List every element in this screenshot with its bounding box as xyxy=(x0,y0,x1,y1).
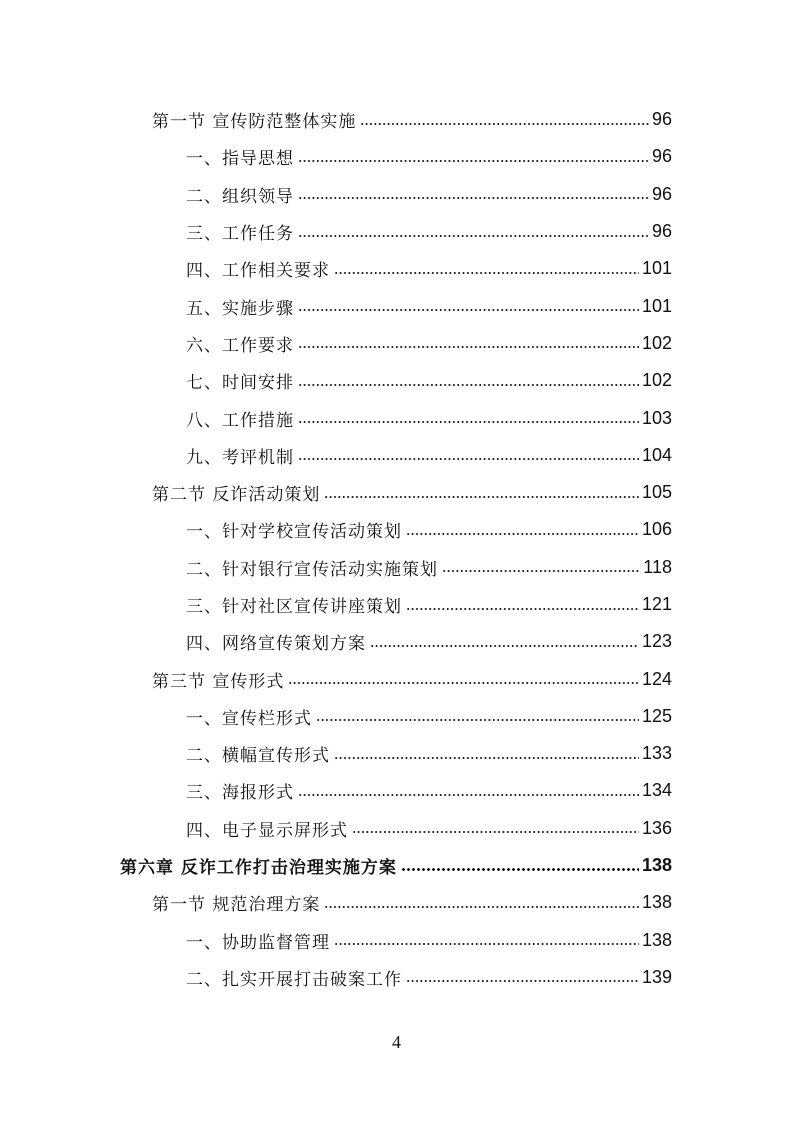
toc-entry-item[interactable] xyxy=(186,735,672,772)
dot-leader xyxy=(298,309,639,311)
toc-entry-title: 五、实施步骤 xyxy=(186,298,294,319)
toc-entry-item[interactable] xyxy=(186,362,672,399)
toc-entry-page: 134 xyxy=(641,780,672,801)
toc-entry-page: 105 xyxy=(641,482,672,503)
toc-entry-item[interactable] xyxy=(186,437,672,474)
toc-entry-item[interactable] xyxy=(186,623,672,660)
toc-entry-page: 136 xyxy=(641,817,672,838)
dot-leader xyxy=(406,608,639,610)
toc-entry-title: 第一节 宣传防范整体实施 xyxy=(152,112,357,133)
toc-entry-page: 133 xyxy=(641,743,672,764)
toc-entry-page: 96 xyxy=(651,109,672,130)
toc-entry-item[interactable] xyxy=(186,250,672,287)
dot-leader xyxy=(352,831,639,833)
dot-leader xyxy=(334,943,639,945)
table-of-contents xyxy=(0,101,793,996)
toc-entry-item[interactable] xyxy=(186,138,672,175)
toc-entry-page: 102 xyxy=(641,332,672,353)
toc-entry-title: 七、时间安排 xyxy=(186,373,294,394)
toc-entry-title: 第六章 反诈工作打击治理实施方案 xyxy=(120,858,397,879)
dot-leader xyxy=(360,123,649,125)
toc-entry-page: 96 xyxy=(651,146,672,167)
dot-leader xyxy=(298,160,649,162)
dot-leader xyxy=(401,868,639,871)
dot-leader xyxy=(334,272,639,274)
toc-entry-title: 二、扎实开展打击破案工作 xyxy=(186,969,402,990)
toc-entry-page: 139 xyxy=(641,966,672,987)
toc-entry-item[interactable] xyxy=(186,922,672,959)
dot-leader xyxy=(442,570,640,572)
toc-entry-item[interactable] xyxy=(186,176,672,213)
page-number: 4 xyxy=(392,1032,401,1052)
toc-entry-page: 121 xyxy=(641,594,672,614)
toc-entry-page: 138 xyxy=(641,892,672,913)
dot-leader xyxy=(298,794,639,796)
toc-entry-title: 四、电子显示屏形式 xyxy=(186,820,348,841)
toc-entry-item[interactable] xyxy=(186,586,672,623)
toc-entry-item[interactable] xyxy=(186,549,672,586)
toc-entry-item[interactable] xyxy=(186,399,672,436)
dot-leader xyxy=(324,906,639,908)
toc-entry-title: 一、针对学校宣传活动策划 xyxy=(186,522,402,543)
toc-entry-title: 三、工作任务 xyxy=(186,224,294,245)
toc-entry-page: 138 xyxy=(641,929,672,950)
dot-leader xyxy=(298,421,639,423)
toc-entry-title: 一、宣传栏形式 xyxy=(186,708,312,729)
toc-entry-page: 101 xyxy=(641,295,672,316)
toc-entry-section[interactable] xyxy=(152,474,672,511)
dot-leader xyxy=(316,719,639,721)
toc-entry-item[interactable] xyxy=(186,287,672,324)
toc-entry-page: 96 xyxy=(651,221,672,242)
toc-entry-page: 118 xyxy=(643,556,672,577)
toc-entry-title: 八、工作措施 xyxy=(186,410,294,431)
toc-entry-title: 二、针对银行宣传活动实施策划 xyxy=(186,559,438,580)
dot-leader xyxy=(298,235,649,237)
toc-entry-title: 三、海报形式 xyxy=(186,783,294,804)
toc-entry-page: 102 xyxy=(641,370,672,391)
dot-leader xyxy=(298,458,639,460)
dot-leader xyxy=(298,197,649,199)
dot-leader xyxy=(334,757,639,759)
toc-entry-title: 九、考评机制 xyxy=(186,447,294,468)
toc-entry-section[interactable] xyxy=(152,660,672,697)
toc-entry-title: 四、网络宣传策划方案 xyxy=(186,634,366,655)
toc-entry-page: 106 xyxy=(641,519,672,540)
toc-entry-item[interactable] xyxy=(186,772,672,809)
toc-entry-title: 第二节 反诈活动策划 xyxy=(152,485,321,506)
toc-entry-chapter[interactable] xyxy=(120,847,672,884)
toc-entry-page: 104 xyxy=(641,444,672,465)
dot-leader xyxy=(288,682,639,684)
dot-leader xyxy=(298,346,639,348)
toc-entry-page: 138 xyxy=(641,855,672,876)
toc-entry-title: 二、组织领导 xyxy=(186,186,294,207)
toc-entry-title: 一、协助监督管理 xyxy=(186,932,330,953)
toc-entry-page: 125 xyxy=(641,705,672,726)
dot-leader xyxy=(370,645,639,647)
toc-entry-section[interactable] xyxy=(152,884,672,921)
toc-entry-title: 二、横幅宣传形式 xyxy=(186,746,330,767)
dot-leader xyxy=(406,980,639,982)
toc-entry-title: 一、指导思想 xyxy=(186,149,294,170)
toc-entry-title: 第三节 宣传形式 xyxy=(152,671,285,692)
toc-entry-page: 101 xyxy=(641,258,672,279)
toc-entry-item[interactable] xyxy=(186,959,672,996)
dot-leader xyxy=(324,496,639,498)
toc-entry-page: 123 xyxy=(641,631,672,652)
toc-entry-title: 六、工作要求 xyxy=(186,335,294,356)
toc-entry-title: 第一节 规范治理方案 xyxy=(152,895,321,916)
toc-entry-section[interactable] xyxy=(152,101,672,138)
toc-entry-item[interactable] xyxy=(186,810,672,847)
dot-leader xyxy=(298,384,639,386)
toc-entry-page: 124 xyxy=(641,668,672,689)
toc-entry-item[interactable] xyxy=(186,213,672,250)
toc-entry-page: 103 xyxy=(641,407,672,428)
toc-entry-item[interactable] xyxy=(186,325,672,362)
toc-entry-title: 四、工作相关要求 xyxy=(186,261,330,282)
dot-leader xyxy=(406,533,639,535)
toc-entry-item[interactable] xyxy=(186,698,672,735)
toc-entry-title: 三、针对社区宣传讲座策划 xyxy=(186,597,402,617)
toc-entry-page: 96 xyxy=(651,183,672,204)
toc-entry-item[interactable] xyxy=(186,511,672,548)
